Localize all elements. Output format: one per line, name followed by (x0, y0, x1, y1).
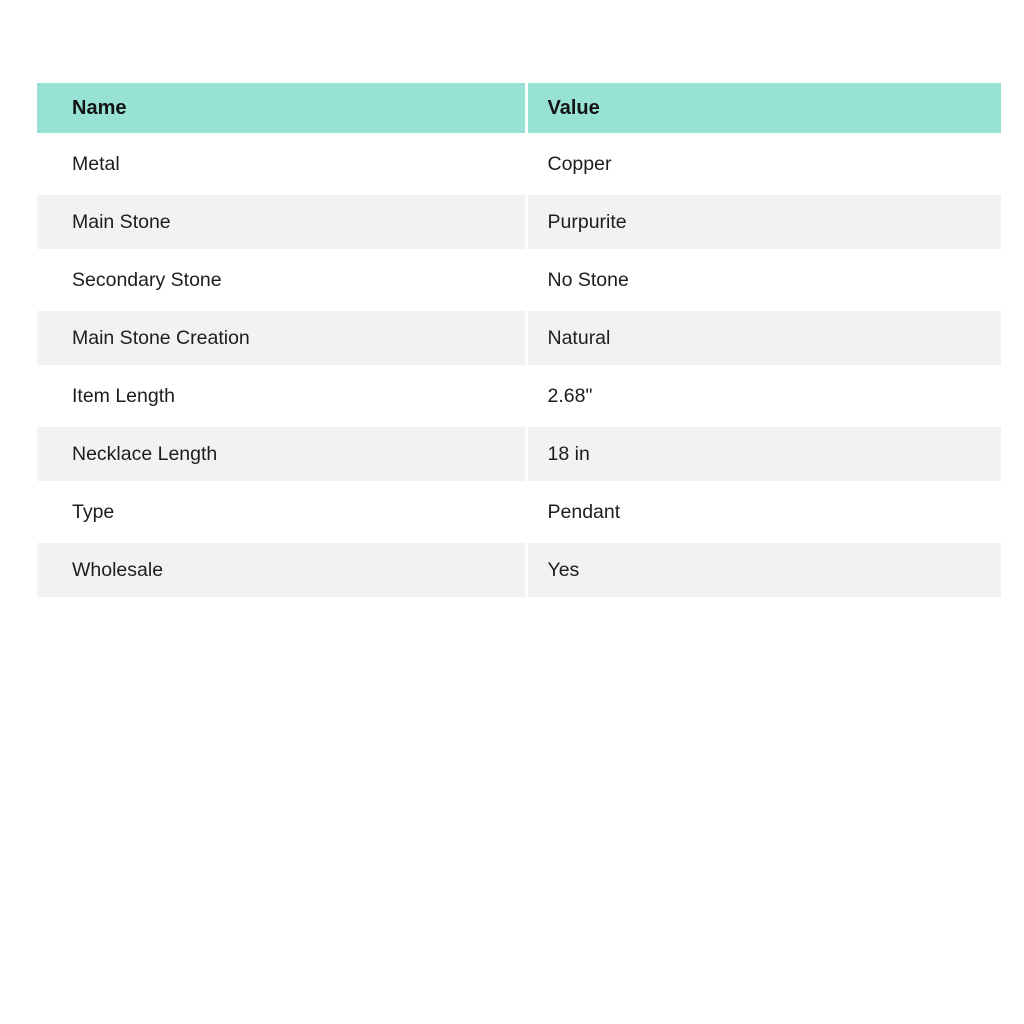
attribute-name: Metal (37, 135, 526, 193)
table-row (37, 135, 1001, 193)
attribute-name: Wholesale (37, 541, 526, 599)
attribute-value: 18 in (526, 425, 1001, 483)
product-attributes-table (37, 83, 1001, 601)
table-row (37, 425, 1001, 483)
attribute-name: Main Stone Creation (37, 309, 526, 367)
column-header-value: Value (526, 83, 1001, 135)
attribute-value: Copper (526, 135, 1001, 193)
attribute-value: Purpurite (526, 193, 1001, 251)
attribute-value: Natural (526, 309, 1001, 367)
attribute-value: Pendant (526, 483, 1001, 541)
attribute-name: Necklace Length (37, 425, 526, 483)
attribute-name: Main Stone (37, 193, 526, 251)
table-row (37, 251, 1001, 309)
table-row (37, 193, 1001, 251)
table-row (37, 541, 1001, 599)
table-row (37, 309, 1001, 367)
attribute-name: Secondary Stone (37, 251, 526, 309)
table-row (37, 483, 1001, 541)
header-row (37, 83, 1001, 135)
table-body (37, 135, 1001, 599)
attribute-name: Item Length (37, 367, 526, 425)
attribute-value: No Stone (526, 251, 1001, 309)
column-header-name: Name (37, 83, 526, 135)
attribute-value: Yes (526, 541, 1001, 599)
attribute-value: 2.68" (526, 367, 1001, 425)
attribute-name: Type (37, 483, 526, 541)
table-header (37, 83, 1001, 135)
table-row (37, 367, 1001, 425)
